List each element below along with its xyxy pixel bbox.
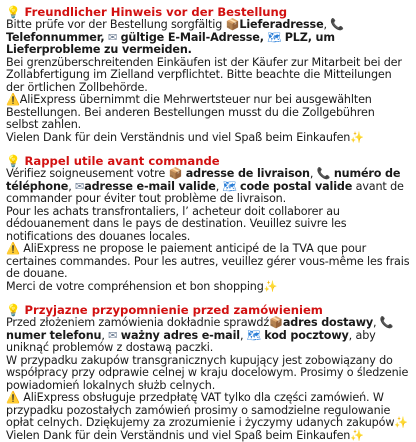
warning-icon: ⚠️ [6,243,20,256]
delivery-address-label: adres dostawy [283,316,373,329]
lightbulb-icon: 💡 [6,155,20,168]
customs-paragraph: Bei grenzüberschreitenden Einkäufen ist der Käufer zur Mitarbeit bei der Zollabfertigung im Zielland verpflichtet. Bitte beachte die Mitteilungen der örtlichen Zollbehörde. [6,57,410,95]
sparkles-icon: ✨ [350,132,364,145]
warning-icon: ⚠️ [6,392,20,405]
customs-paragraph: W przypadku zakupów transgranicznych kupujący jest zobowiązany do współpracy przy odprawie celnej w kraju docelowym. Prosimy o śledzenie powiadomień lokalnych służb celnych. [6,355,410,393]
vat-paragraph: ⚠️AliExpress übernimmt die Mehrwertsteuer nur bei ausgewählten Bestellungen. Bei anderen Bestellungen musst du die Zollgebühren selbst zahlen. [6,94,410,132]
email-label: gültige E-Mail-Adresse, [121,31,264,44]
notice-section-polish [6,304,410,442]
telephone-icon: 📞 [330,19,344,32]
vat-paragraph: ⚠️ AliExpress ne propose le paiement anticipé de la TVA que pour certaines commandes. Pour les autres, veuillez gérer vous-même les frais de douane. [6,243,410,281]
check-details-paragraph: Bitte prüfe vor der Bestellung sorgfältig 📦Lieferadresse, 📞Telefonnummer, ✉ gültige E-Mail-Adresse, 🗺 PLZ, um Lieferprobleme zu vermeiden. [6,19,410,57]
notice-section-german [6,6,410,144]
postcode-label: code postal valide [240,180,352,193]
phone-number-label: numer telefonu [6,329,101,342]
map-icon: 🗺 [267,32,281,45]
envelope-icon: ✉ [108,330,117,343]
envelope-icon: ✉ [75,181,84,194]
thanks-paragraph: Vielen Dank für dein Verständnis und viel Spaß beim Einkaufen✨ [6,132,410,145]
map-icon: 🗺 [223,181,237,194]
thanks-paragraph: Merci de votre compréhension et bon shopping✨ [6,281,410,294]
package-icon: 📦 [269,317,283,330]
telephone-icon: 📞 [380,317,394,330]
lightbulb-icon: 💡 [6,304,20,317]
delivery-address-label: Lieferadresse [239,18,323,31]
section-heading: 💡 Rappel utile avant commande [6,155,410,168]
notice-section-french [6,155,410,293]
check-details-paragraph: Vérifiez soigneusement votre 📦 adresse de livraison, 📞 numéro de téléphone, ✉adresse e-mail valide, 🗺 code postal valide avant de commander pour éviter tout problème de livraison. [6,168,410,206]
phone-number-label: numéro de téléphone [6,167,400,193]
sparkles-icon: ✨ [350,430,364,442]
lightbulb-icon: 💡 [6,6,20,19]
delivery-address-label: adresse de livraison [186,167,310,180]
warning-icon: ⚠️ [6,94,20,107]
email-label: adresse e-mail valide [84,180,215,193]
postcode-label: kod pocztowy [264,329,348,342]
telephone-icon: 📞 [317,168,331,181]
vat-paragraph: ⚠️ AliExpress obsługuje przedpłatę VAT tylko dla części zamówień. W przypadku pozostałych zamówień prosimy o samodzielne regulowanie opłat celnych. Dziękujemy za zrozumienie i życzymy udanych zakupów✨ [6,392,410,430]
check-details-paragraph: Przed złożeniem zamówienia dokładnie sprawdź📦adres dostawy, 📞 numer telefonu, ✉ ważny adres e-mail, 🗺 kod pocztowy, aby uniknąć problemów z dostawą paczki. [6,317,410,355]
customs-paragraph: Pour les achats transfrontaliers, l’ acheteur doit collaborer au dédouanement dans le pays de destination. Veuillez suivre les notifications des douanes locales. [6,206,410,244]
section-heading: 💡 Przyjazne przypomnienie przed zamówieniem [6,304,410,317]
map-icon: 🗺 [247,330,261,343]
package-icon: 📦 [226,19,240,32]
postcode-label: PLZ, um Lieferprobleme zu vermeiden. [6,31,335,57]
sparkles-icon: ✨ [264,281,278,294]
package-icon: 📦 [169,168,183,181]
envelope-icon: ✉ [108,32,117,45]
email-label: ważny adres e-mail [121,329,240,342]
sparkles-icon: ✨ [394,417,408,430]
section-heading: 💡 Freundlicher Hinweis vor der Bestellung [6,6,410,19]
thanks-paragraph: Vielen Dank für dein Verständnis und viel Spaß beim Einkaufen✨ [6,430,410,442]
phone-number-label: Telefonnummer, [6,31,105,44]
